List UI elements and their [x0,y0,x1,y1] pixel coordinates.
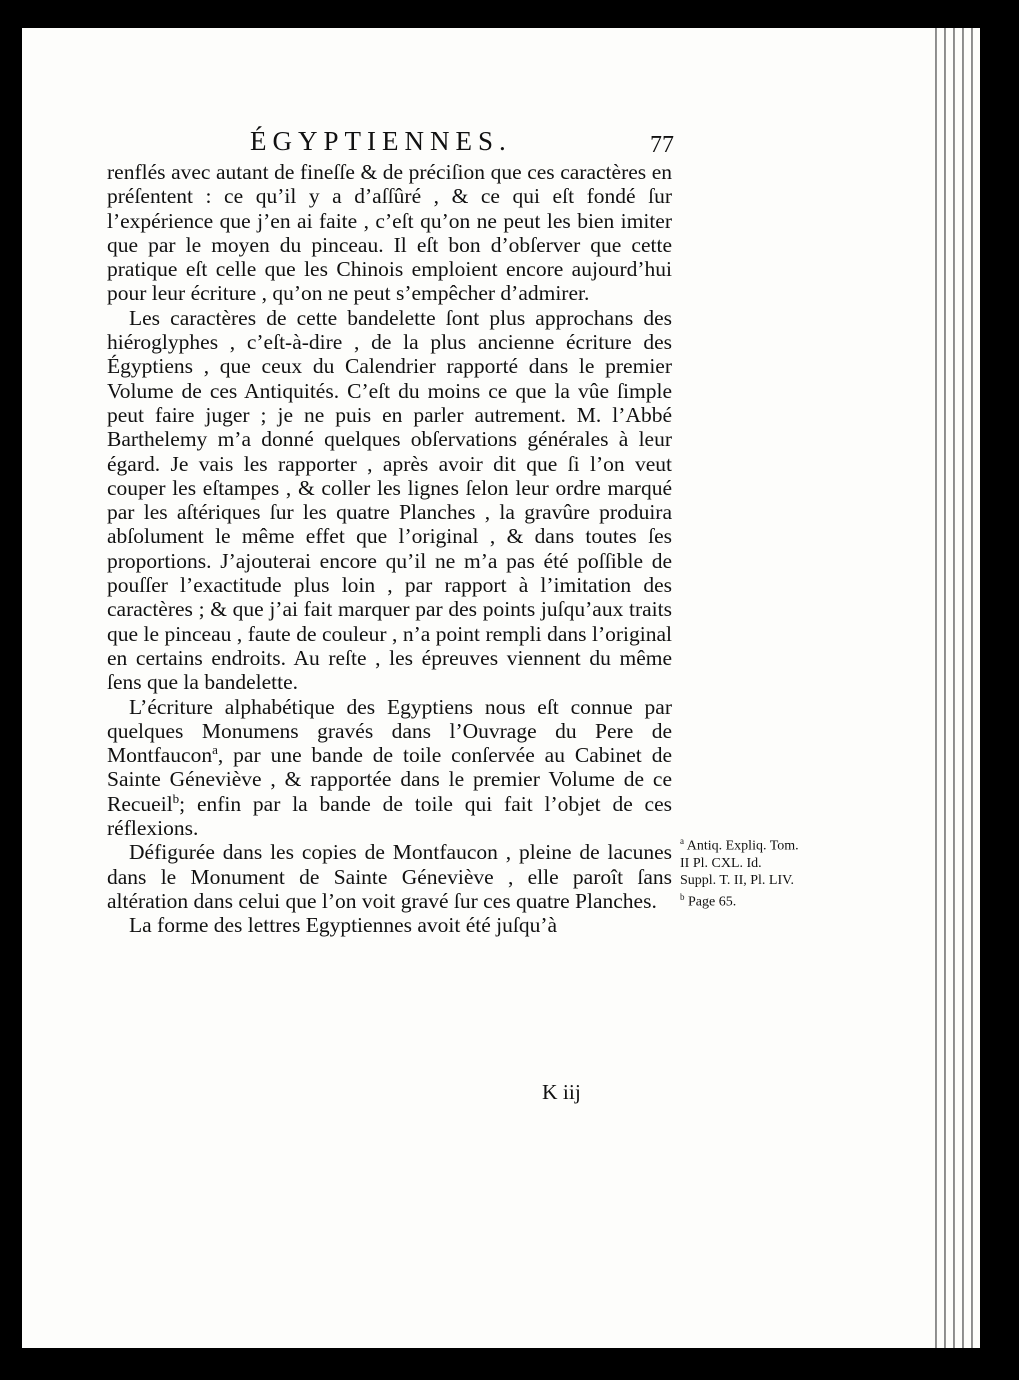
catchword: K iij [542,1080,581,1104]
paragraph-4: Défigurée dans les copies de Montfaucon , pleine de lacunes dans le Monument de Sainte Géneviève , elle paroît ſans altération dans celui que l’on voit gravé ſur ces quatre Planches. [107,840,672,913]
running-header: ÉGYPTIENNES. [250,126,512,156]
paragraph-1: renflés avec autant de fineſſe & de préciſion que ces caractères en préſentent : ce qu’il y a d’aſſûré , & ce qui eſt fondé ſur l’expérience que j’en ai faite , c’eſt qu’on ne peut les bien imiter que par le moyen du pinceau. Il eſt bon d’obſerver que cette pratique eſt celle que les Chinois emploient encore aujourd’hui pour leur écriture , qu’on ne peut s’empêcher d’admirer. [107,160,672,306]
paragraph-5: La forme des lettres Egyptiennes avoit été juſqu’à [129,913,558,938]
footnote-ref-a: a [212,741,218,757]
paragraph-3-part-1: L’écriture alphabétique des Egyptiens nous eſt connue par quelques Monumens gravés dans l’Ouvrage du Pere de Montfaucon [107,694,672,768]
footnote-ref-b: b [172,790,180,806]
book-page [22,28,980,1348]
margin-note-a [680,833,800,889]
paragraph-3-part-3: ; enfin par la bande de toile qui fait l’objet de ces réflexions. [107,791,672,841]
paragraph-3-part-2: , par une bande de toile conſervée au Cabinet de Sainte Géneviève , & rapportée dans le premier Volume de ce Recueil [107,743,672,816]
margin-note-a-text: Antiq. Expliq. Tom. II Pl. CXL. Id. Suppl. T. II, Pl. LIV. [680,838,799,888]
margin-notes [680,833,800,910]
margin-note-b [680,889,800,911]
paragraph-3 [107,695,672,841]
page-edge-shadow [932,28,980,1348]
page-number: 77 [650,132,674,158]
margin-note-a-mark: a [680,836,684,846]
margin-note-b-mark: b [680,891,685,902]
paragraph-2: Les caractères de cette bandelette ſont plus approchans des hiéroglyphes , c’eſt-à-dire , de la plus ancienne écriture des Égyptiens , que ceux du Calendrier rapporté dans le premier Volume de ces Antiquités. C’eſt du moins ce que la vûe ſimple peut faire juger ; je ne puis en parler autrement. M. l’Abbé Barthelemy m’a donné quelques obſervations générales à leur égard. Je vais les rapporter , après avoir dit que ſi l’on veut couper les eſtampes , & coller les lignes ſelon leur ordre marqué par les aſtériques ſur les quatre Planches , la gravûre produira abſolument le même effet que l’original , & dans toutes ſes proportions. J’ajouterai encore qu’il ne m’a pas été poſſible de pouſſer l’exactitude plus loin , par rapport à l’imitation des caractères ; & que j’ai fait marquer par des points juſqu’aux traits que le pinceau , faute de couleur , n’a point rempli dans l’original en certains endroits. Au reſte , les épreuves viennent du même ſens que la bandelette. [107,305,672,695]
body-text [107,160,672,938]
margin-note-b-text: Page 65. [688,894,737,910]
